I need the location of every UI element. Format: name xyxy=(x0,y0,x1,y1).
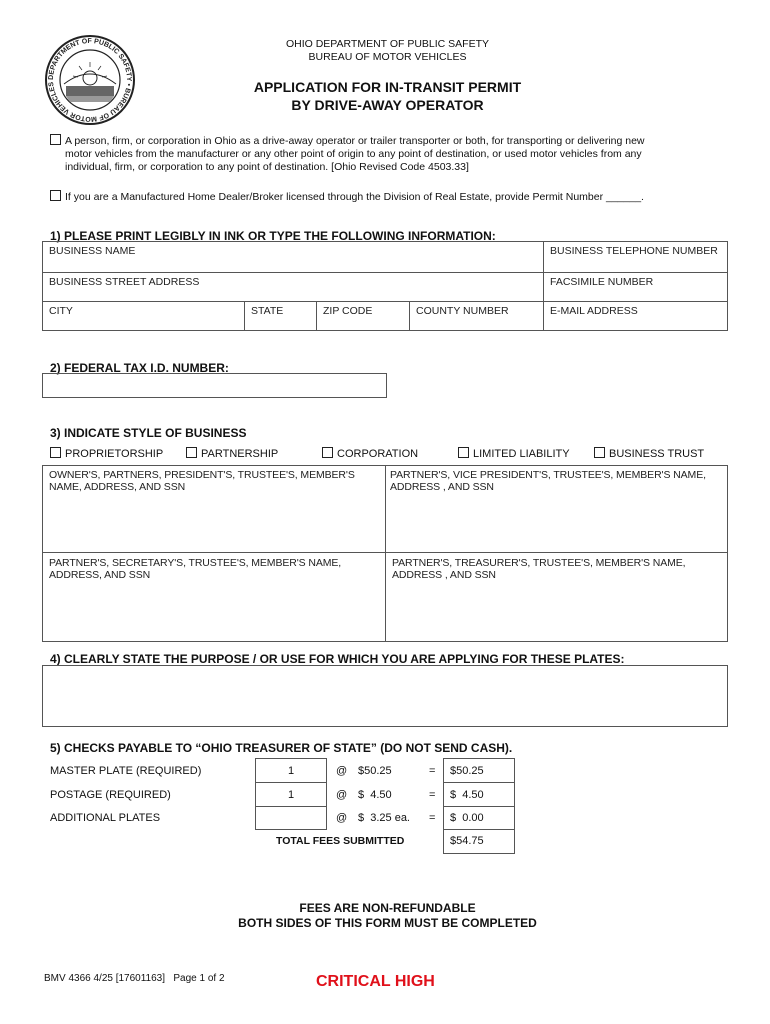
style-partnership[interactable] xyxy=(186,447,278,460)
drive-away-checkbox[interactable] xyxy=(50,134,61,145)
state-field[interactable]: STATE xyxy=(244,301,317,331)
style-label: LIMITED LIABILITY xyxy=(473,448,570,460)
option1-line3: individual, firm, or corporation to any point of destination. [Ohio Revised Code 4503.33] xyxy=(65,161,469,173)
qty-divider xyxy=(255,806,327,807)
price-additional: $ 3.25 ea. xyxy=(358,812,410,824)
business-phone-field[interactable]: BUSINESS TELEPHONE NUMBER xyxy=(543,241,728,273)
qty-divider xyxy=(255,782,327,783)
corporation-checkbox[interactable] xyxy=(322,447,333,458)
option1-line2: motor vehicles from the manufacturer or any other point of origin to any point of destination, or used motor vehicles from any xyxy=(65,148,642,160)
total-additional[interactable]: $ 0.00 xyxy=(450,812,484,824)
zip-field[interactable]: ZIP CODE xyxy=(316,301,410,331)
price-postage: $ 4.50 xyxy=(358,789,392,801)
at-symbol: @ xyxy=(336,812,348,824)
option2-text: If you are a Manufactured Home Dealer/Broker licensed through the Division of Real Estate, provide Permit Number ______. xyxy=(65,191,644,203)
total-postage[interactable]: $ 4.50 xyxy=(450,789,484,801)
price-master: $50.25 xyxy=(358,765,392,777)
style-label: PARTNERSHIP xyxy=(201,448,279,460)
purpose-field[interactable] xyxy=(42,665,728,727)
form-title-line1: APPLICATION FOR IN-TRANSIT PERMIT xyxy=(253,79,522,95)
manufactured-home-checkbox[interactable] xyxy=(50,190,61,201)
vp-info-box[interactable]: PARTNER'S, VICE PRESIDENT'S, TRUSTEE'S, MEMBER'S NAME, ADDRESS , AND SSN xyxy=(385,465,728,553)
ohio-seal-icon xyxy=(44,34,136,126)
option-drive-away xyxy=(50,134,750,174)
form-title-line2: BY DRIVE-AWAY OPERATOR xyxy=(291,97,484,113)
style-label: CORPORATION xyxy=(337,448,419,460)
limited-liability-checkbox[interactable] xyxy=(458,447,469,458)
federal-tax-id-field[interactable] xyxy=(42,373,387,398)
equals-sign: = xyxy=(429,765,436,777)
totals-divider xyxy=(443,782,515,783)
county-field[interactable]: COUNTY NUMBER xyxy=(409,301,544,331)
qty-postage[interactable]: 1 xyxy=(287,789,295,801)
style-proprietorship[interactable] xyxy=(50,447,163,460)
email-field[interactable]: E-MAIL ADDRESS xyxy=(543,301,728,331)
critical-high-stamp: CRITICAL HIGH xyxy=(316,973,435,990)
total-fees-value[interactable]: $54.75 xyxy=(450,835,484,847)
style-label: BUSINESS TRUST xyxy=(609,448,705,460)
proprietorship-checkbox[interactable] xyxy=(50,447,61,458)
section2-title: 2) FEDERAL TAX I.D. NUMBER: xyxy=(50,361,229,375)
qty-master[interactable]: 1 xyxy=(287,765,295,777)
style-label: PROPRIETORSHIP xyxy=(65,448,164,460)
fee-label-postage: POSTAGE (REQUIRED) xyxy=(50,789,171,801)
at-symbol: @ xyxy=(336,789,348,801)
secretary-info-box[interactable]: PARTNER'S, SECRETARY'S, TRUSTEE'S, MEMBER'S NAME, ADDRESS, AND SSN xyxy=(42,552,386,642)
svg-text:DEPARTMENT OF PUBLIC SAFETY •: DEPARTMENT OF PUBLIC SAFETY • BUREAU OF MOTOR VEHICLES xyxy=(47,37,133,123)
section3-title: 3) INDICATE STYLE OF BUSINESS xyxy=(50,426,247,440)
totals-divider xyxy=(443,829,515,830)
business-trust-checkbox[interactable] xyxy=(594,447,605,458)
business-name-field[interactable]: BUSINESS NAME xyxy=(42,241,544,273)
style-limited-liability[interactable] xyxy=(458,447,570,460)
style-corporation[interactable] xyxy=(322,447,418,460)
style-business-trust[interactable] xyxy=(594,447,704,460)
equals-sign: = xyxy=(429,812,436,824)
equals-sign: = xyxy=(429,789,436,801)
form-id: BMV 4366 4/25 [17601163] Page 1 of 2 xyxy=(44,973,225,984)
section4-title: 4) CLEARLY STATE THE PURPOSE / OR USE FOR WHICH YOU ARE APPLYING FOR THESE PLATES: xyxy=(50,652,625,666)
treasurer-info-box[interactable]: PARTNER'S, TREASURER'S, TRUSTEE'S, MEMBER'S NAME, ADDRESS , AND SSN xyxy=(385,552,728,642)
section5-title: 5) CHECKS PAYABLE TO “OHIO TREASURER OF STATE” (DO NOT SEND CASH). xyxy=(50,741,513,755)
at-symbol: @ xyxy=(336,765,348,777)
street-address-field[interactable]: BUSINESS STREET ADDRESS xyxy=(42,272,544,302)
fee-label-master: MASTER PLATE (REQUIRED) xyxy=(50,765,202,777)
totals-divider xyxy=(443,806,515,807)
option1-line1: A person, firm, or corporation in Ohio as a drive-away operator or trailer transporter or both, for transporting or delivering new xyxy=(65,135,645,147)
non-refundable-notice: FEES ARE NON-REFUNDABLE xyxy=(299,901,476,915)
section1-title: 1) PLEASE PRINT LEGIBLY IN INK OR TYPE THE FOLLOWING INFORMATION: xyxy=(50,229,496,243)
both-sides-notice: BOTH SIDES OF THIS FORM MUST BE COMPLETED xyxy=(238,916,537,930)
city-field[interactable]: CITY xyxy=(42,301,245,331)
bureau-name: BUREAU OF MOTOR VEHICLES xyxy=(308,51,467,63)
owner-info-box[interactable]: OWNER'S, PARTNERS, PRESIDENT'S, TRUSTEE'S, MEMBER'S NAME, ADDRESS, AND SSN xyxy=(42,465,386,553)
agency-name: OHIO DEPARTMENT OF PUBLIC SAFETY xyxy=(285,38,490,50)
total-master[interactable]: $50.25 xyxy=(450,765,484,777)
fax-field[interactable]: FACSIMILE NUMBER xyxy=(543,272,728,302)
fee-label-additional: ADDITIONAL PLATES xyxy=(50,812,161,824)
option-manufactured-home xyxy=(50,190,750,203)
partnership-checkbox[interactable] xyxy=(186,447,197,458)
total-fees-label: TOTAL FEES SUBMITTED xyxy=(276,835,405,847)
